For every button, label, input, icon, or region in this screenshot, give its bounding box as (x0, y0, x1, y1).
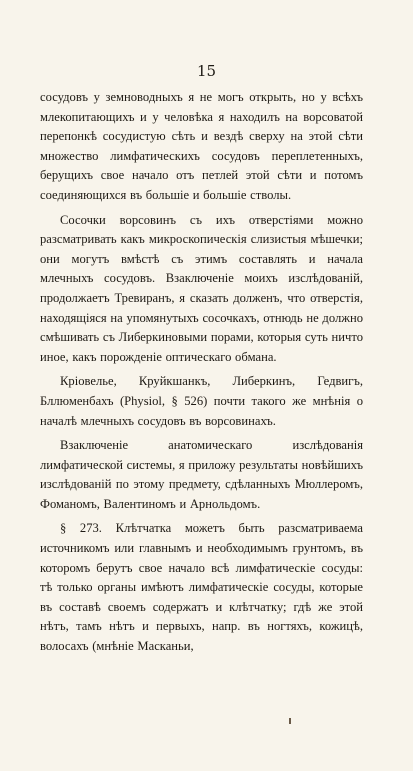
body-text (40, 88, 363, 662)
paragraph-4: Взаключеніе анатомическаго изслѣдованія лимфатической системы, я приложу результаты новѣйшихъ изслѣдованій по этому предмету, сдѣланныхъ Мюллеромъ, Фоманомъ, Валентиномъ и Арнольдомъ. (40, 438, 363, 511)
paragraph-5-section-273: § 273. Клѣтчатка можетъ быть разсматриваема источникомъ или главнымъ и необходимымъ грунтомъ, въ которомъ берутъ свое начало всѣ лимфатическіе сосуды: тѣ только органы имѣютъ лимфатическіе сосуды, которые въ составѣ своемъ содержатъ и клѣтчатку; гдѣ же этой нѣтъ, тамъ нѣтъ и первыхъ, напр. въ ногтяхъ, кожицѣ, волосахъ (мнѣніе Масканьи, (40, 521, 363, 654)
paragraph-2: Сосочки ворсовинъ съ ихъ отверстіями можно разсматривать какъ микроскопическія слизистыя мѣшечки; они могутъ вмѣстѣ съ этимъ составлять и начала млечныхъ сосудовъ. Взаключеніе моихъ изслѣдованій, продолжаетъ Тревиранъ, я сказать долженъ, что отверстія, находящіяся на упомянутыхъ сосочкахъ, отнюдь не должно смѣшивать съ Либеркиновыми порами, которыя суть ничто иное, какъ порожденіе оптическаго обмана. (40, 212, 363, 364)
paragraph-1: сосудовъ у земноводныхъ я не могъ открыть, но у всѣхъ млекопитающихъ и у человѣка я находилъ на ворсоватой перепонкѣ сосудистую сѣть и вездѣ сверху на этой сѣти множество лимфатическихъ сосудовъ переплетенныхъ, берущихъ свое начало отъ петлей этой сѣти и потомъ соединяющихся въ большіе и большіе стволы. (40, 90, 363, 202)
page-number: 15 (196, 62, 217, 80)
paragraph-3: Кріовелье, Круйкшанкъ, Либеркинъ, Гедвигъ, Бллюменбахъ (Physiol, § 526) почти такого же мнѣнія о началѣ млечныхъ сосудовъ въ ворсовинахъ. (40, 374, 363, 428)
ink-mark (289, 718, 291, 724)
